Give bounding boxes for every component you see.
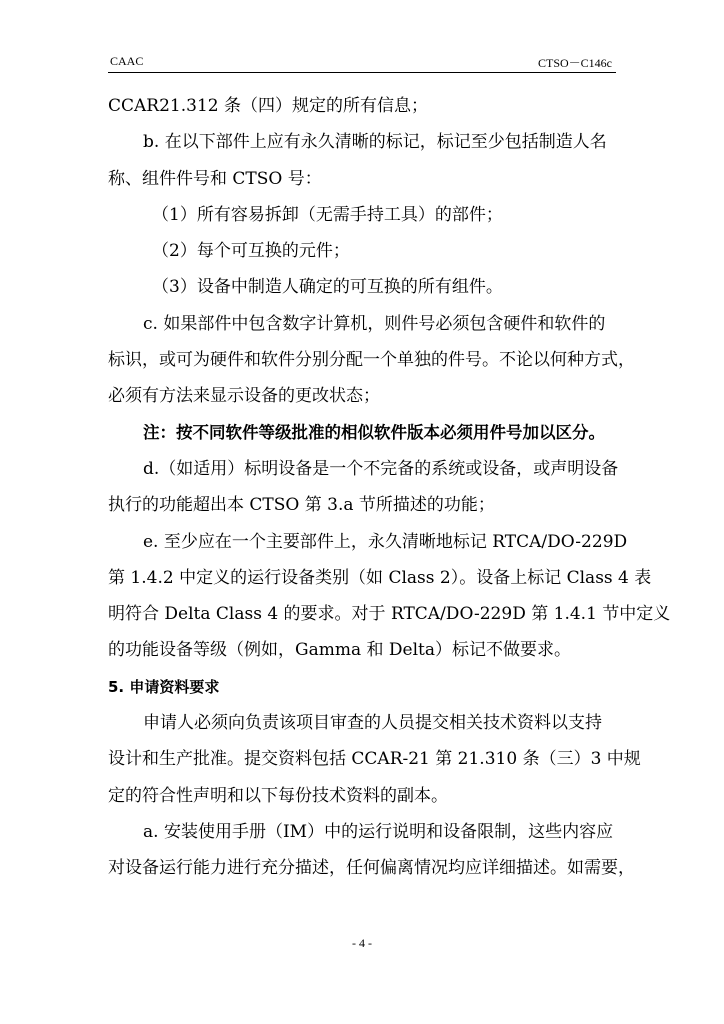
text-line: b. 在以下部件上应有永久清晰的标记，标记至少包括制造人名 bbox=[143, 132, 607, 153]
list-item: （2）每个可互换的元件； bbox=[152, 241, 350, 262]
section-heading: 5. 申请资料要求 bbox=[108, 677, 220, 696]
list-item: （3）设备中制造人确定的可互换的所有组件。 bbox=[152, 277, 503, 298]
header-org: CAAC bbox=[110, 54, 144, 68]
note-line: 注：按不同软件等级批准的相似软件版本必须用件号加以区分。 bbox=[143, 422, 605, 442]
text-line: 称、组件件号和 CTSO 号： bbox=[108, 168, 322, 189]
text-line: 定的符合性声明和以下每份技术资料的副本。 bbox=[108, 785, 448, 806]
text-line: 的功能设备等级（例如，Gamma 和 Delta）标记不做要求。 bbox=[108, 640, 571, 661]
page-number: - 4 - bbox=[352, 936, 372, 950]
text-line: a. 安装使用手册（IM）中的运行说明和设备限制，这些内容应 bbox=[143, 821, 614, 842]
text-line: e. 至少应在一个主要部件上，永久清晰地标记 RTCA/DO-229D bbox=[143, 531, 628, 552]
header-doc-id: CTSO－C146c bbox=[537, 56, 612, 70]
text-line: c. 如果部件中包含数字计算机，则件号必须包含硬件和软件的 bbox=[143, 313, 606, 334]
text-line: 申请人必须向负责该项目审查的人员提交相关技术资料以支持 bbox=[143, 713, 602, 734]
text-line: 必须有方法来显示设备的更改状态； bbox=[108, 386, 380, 407]
list-item: （1）所有容易拆卸（无需手持工具）的部件； bbox=[152, 204, 503, 225]
text-line: 执行的功能超出本 CTSO 第 3.a 节所描述的功能； bbox=[108, 495, 495, 516]
text-line: d.（如适用）标明设备是一个不完备的系统或设备，或声明设备 bbox=[143, 458, 619, 479]
text-line: 第 1.4.2 中定义的运行设备类别（如 Class 2）。设备上标记 Class 4 表 bbox=[108, 567, 652, 588]
text-line: 设计和生产批准。提交资料包括 CCAR-21 第 21.310 条（三）3 中规 bbox=[108, 749, 641, 770]
document-body bbox=[108, 88, 671, 887]
text-line: CCAR21.312 条（四）规定的所有信息； bbox=[108, 96, 428, 116]
text-line: 标识，或可为硬件和软件分别分配一个单独的件号。不论以何种方式， bbox=[108, 350, 635, 371]
text-line: 对设备运行能力进行充分描述，任何偏离情况均应详细描述。如需要， bbox=[108, 858, 635, 879]
text-line: 明符合 Delta Class 4 的要求。对于 RTCA/DO-229D 第 1.4.1 节中定义 bbox=[108, 604, 671, 625]
page-header bbox=[108, 52, 616, 73]
